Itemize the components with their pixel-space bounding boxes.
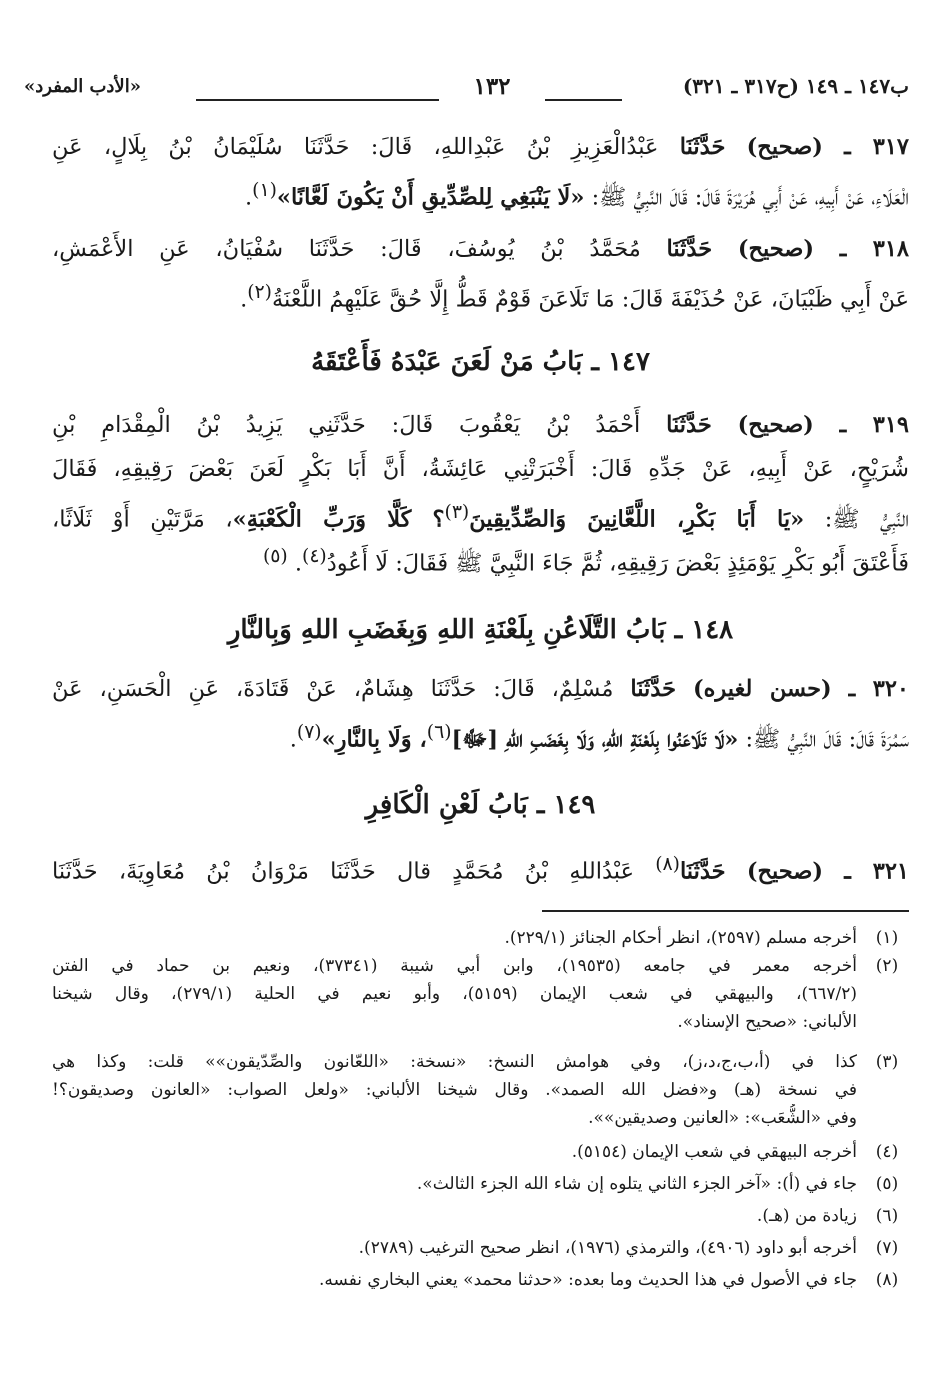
footnote-6: (٦) زيادة من (هـ). — [52, 1202, 909, 1230]
hadith-319-line-4: فَأَعْتَقَ أَبُو بَكْرٍ يَوْمَئِذٍ بَعْضَ رَقِيقِهِ، ثُمَّ جَاءَ النَّبِيَّ ﷺ فَقَالَ: لَا أَعُودُ$^{(٤)}$. $^{(٥)}$ — [262, 546, 909, 577]
hadith-320-line-2: سَمُرَةَ قَالَ: قَالَ النَّبِيُّ ﷺ: «لَا تَلَاعَنُوا بِلَعْنَةِ اللهِ، وَلَا بِغَضَبِ اللهِ [ﷻ]$^{(٦)}$، وَلَا بِالنَّارِ»$^{(٧)}$. — [289, 722, 909, 753]
footnote-1: (١) أخرجه مسلم (٢٥٩٧)، انظر أحكام الجنائز (٢٢٩/١). — [52, 924, 909, 952]
hadith-318-line-2: عَنْ أَبِي ظَبْيَانَ، عَنْ حُذَيْفَةَ قَالَ: مَا تَلَاعَنَ قَوْمٌ قَطُّ إِلَّا حُقَّ عَلَيْهِمُ اللَّعْنَةُ$^{(٢)}$. — [240, 282, 909, 313]
hadith-319-line-1: ٣١٩ ـ (صحيح) حَدَّثَنَا أَحْمَدُ بْنُ يَعْقُوبَ قَالَ: حَدَّثَنِي يَزِيدُ بْنُ الْمِقْدَامِ بْنِ — [52, 412, 909, 438]
footnote-number: (٣) — [875, 1052, 899, 1072]
hadith-321-line-1: ٣٢١ ـ (صحيح) حَدَّثَنَا$^{(٨)}$ عَبْدُاللهِ بْنُ مُحَمَّدٍ قال حَدَّثَنَا مَرْوَانُ بْنُ مُعَاوِيَةَ، حَدَّثَنَا — [52, 854, 909, 885]
footnote-marker: (١) — [252, 180, 277, 201]
prophetic-quote: «لَا يَنْبَغِي لِلصِّدِّيقِ أَنْ يَكُونَ لَعَّانًا» — [276, 184, 585, 211]
footnote-number: (٢) — [875, 956, 899, 976]
hadith-320-line-1: ٣٢٠ ـ (حسن لغيره) حَدَّثَنَا مُسْلِمٌ، قَالَ: حَدَّثَنَا هِشَامٌ، عَنْ قَتَادَةَ، عَنِ الْحَسَنِ، عَنْ — [52, 676, 909, 702]
footnote-8: (٨) جاء في الأصول في هذا الحديث وما بعده: «حدثنا محمد» يعني البخاري نفسه. — [52, 1266, 909, 1294]
hadith-318-line-1: ٣١٨ ـ (صحيح) حَدَّثَنَا مُحَمَّدُ بْنُ يُوسُفَ، قَالَ: حَدَّثَنَا سُفْيَانُ، عَنِ الأَعْمَشِ، — [52, 236, 909, 262]
footnote-number: (٧) — [875, 1238, 899, 1258]
header-rule-right — [545, 99, 622, 101]
footnote-5: (٥) جاء في (أ): «آخر الجزء الثاني يتلوه إن شاء الله الجزء الثالث». — [52, 1170, 909, 1198]
footnote-marker: (٧) — [296, 722, 322, 743]
footnote-7: (٧) أخرجه أبو داود (٤٩٠٦)، والترمذي (١٩٧٦)، انظر صحيح الترغيب (٢٧٨٩). — [52, 1234, 909, 1262]
page-number: ١٣٢ — [473, 73, 511, 100]
running-header — [24, 74, 909, 108]
footnote-marker: (٦) — [426, 722, 452, 743]
prophetic-quote: «لَا تَلَاعَنُوا بِلَعْنَةِ اللهِ، وَلَا بِغَضَبِ اللهِ [ﷻ] — [451, 726, 739, 753]
hadith-319-line-2: شُرَيْحٍ، عَنْ أَبِيهِ، عَنْ جَدِّهِ قَالَ: أَخْبَرَتْنِي عَائِشَةُ، أَنَّ أَبَا بَكْرٍ لَعَنَ بَعْضَ رَقِيقِهِ، فَقَالَ — [52, 456, 909, 482]
hadith-319 — [52, 403, 909, 579]
hadith-317-line-1: ٣١٧ ـ (صحيح) حَدَّثَنَا عَبْدُالْعَزِيزِ بْنُ عَبْدِاللهِ، قَالَ: حَدَّثَنَا سُلَيْمَانُ بْنُ بِلَالٍ، عَنِ — [52, 134, 909, 160]
footnote-number: (٦) — [875, 1206, 899, 1226]
header-section-range: ب١٤٧ ـ ١٤٩ (ح٣١٧ ـ ٣٢١) — [682, 74, 909, 98]
footnote-marker: (٤) — [302, 546, 327, 567]
hadith-318 — [52, 227, 909, 315]
footnote-marker: (٥) — [262, 546, 288, 567]
header-book-title: «الأدب المفرد» — [24, 76, 141, 97]
prophetic-quote: «يَا أَبَا بَكْرٍ، اللَّعَّانِينَ وَالصِّدِّيقِينَ — [469, 506, 805, 533]
footnote-marker: (٨) — [655, 854, 680, 875]
footnote-3: (٣) كذا في (أ،ب،ج،د،ز)، وفي هوامش النسخ: «نسخة: «اللعّانون والصِّدّيقون»» قلت: وكذا هي في نسخة (هـ) و«فضل الله الصمد». وقال شيخنا الألباني: «ولعل الصواب: «العانون وصديقون؟! وفي «الشُّعَب»: «العانين وصديقين»». — [52, 1048, 909, 1132]
footnote-marker: (٣) — [444, 502, 470, 523]
footnote-separator — [542, 910, 909, 912]
prophetic-quote-cont: ؟ كَلَّا وَرَبِّ الْكَعْبَةِ» — [232, 506, 445, 533]
footnote-number: (٤) — [875, 1142, 899, 1162]
chapter-heading-148: ١٤٨ ـ بَابُ التَّلَاعُنِ بِلَعْنَةِ اللهِ وَبِغَضَبِ اللهِ وَبِالنَّارِ — [227, 615, 734, 645]
hadith-317-line-2: الْعَلَاءِ، عَنْ أَبِيهِ، عَنْ أَبِي هُرَيْرَةَ قَالَ: قَالَ النَّبِيُّ ﷺ: «لَا يَنْبَغِي لِلصِّدِّيقِ أَنْ يَكُونَ لَعَّانًا»$^{(١)}$. — [245, 180, 909, 211]
footnote-number: (٥) — [875, 1174, 899, 1194]
hadith-321 — [52, 843, 909, 887]
footnote-4: (٤) أخرجه البيهقي في شعب الإيمان (٥١٥٤). — [52, 1138, 909, 1166]
footnote-number: (١) — [875, 928, 899, 948]
footnote-2: (٢) أخرجه معمر في جامعه (١٩٥٣٥)، وابن أبي شيبة (٣٧٣٤١)، ونعيم بن حماد في الفتن (٦٦٧/٢)، والبيهقي في شعب الإيمان (٥١٥٩)، وأبو نعيم في الحلية (٢٧٩/١)، وقال شيخنا الألباني: «صحيح الإسناد». — [52, 952, 909, 1036]
header-rule-left — [196, 99, 439, 101]
chapter-heading-149: ١٤٩ ـ بَابُ لَعْنِ الْكَافِرِ — [365, 790, 596, 820]
hadith-317 — [52, 125, 909, 213]
footnotes — [52, 924, 909, 1294]
hadith-319-line-3: النَّبِيُّ ﷺ: «يَا أَبَا بَكْرٍ، اللَّعَّانِينَ وَالصِّدِّيقِينَ$^{(٣)}$؟ كَلَّا وَرَبِّ الْكَعْبَةِ»، مَرَّتَيْنِ أَوْ ثَلَاثًا، — [52, 502, 909, 533]
chapter-heading-147: ١٤٧ ـ بَابُ مَنْ لَعَنَ عَبْدَهُ فَأَعْتَقَهُ — [311, 347, 650, 377]
hadith-320 — [52, 667, 909, 755]
footnote-marker: (٢) — [247, 282, 272, 303]
footnote-number: (٨) — [875, 1270, 899, 1290]
prophetic-quote-cont: ، وَلَا بِالنَّارِ» — [321, 726, 427, 753]
